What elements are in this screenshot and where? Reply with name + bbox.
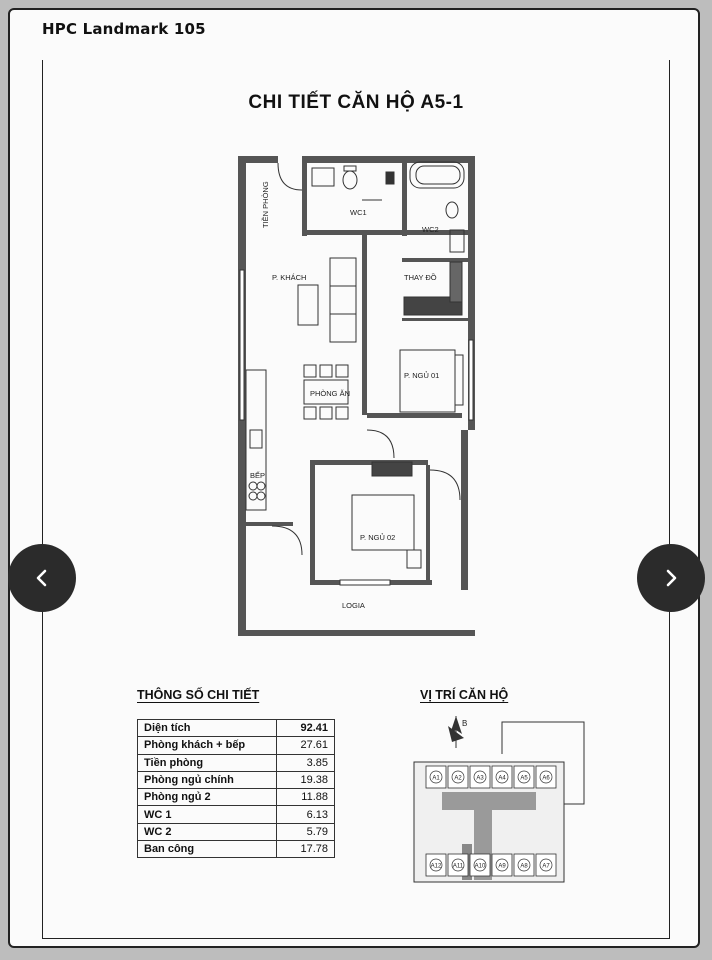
specs-row-label: Ban công (138, 841, 277, 858)
chevron-left-icon (32, 568, 52, 588)
label-loggia: LOGIA (342, 601, 365, 610)
unit-label: A6 (542, 775, 550, 782)
unit-label: A1 (432, 775, 440, 782)
specs-row (138, 841, 335, 858)
specs-row-label: WC 2 (138, 823, 277, 840)
label-living: P. KHÁCH (272, 273, 307, 282)
unit-label: A11 (452, 863, 464, 870)
specs-row-label: Tiền phòng (138, 754, 277, 771)
label-bed1: P. NGỦ 01 (404, 371, 440, 380)
specs-row-label: Phòng ngủ chính (138, 771, 277, 788)
specs-row (138, 754, 335, 771)
unit-label: A3 (476, 775, 484, 782)
label-bed2: P. NGỦ 02 (360, 533, 396, 542)
plan-room-labels (250, 181, 439, 610)
label-wc2: WC2 (422, 225, 439, 234)
brand-name: HPC Landmark 105 (42, 20, 206, 38)
label-kitchen: BẾP (250, 471, 266, 480)
plan-fixtures (246, 162, 464, 568)
specs-row-value: 27.61 (277, 737, 335, 754)
specs-row (138, 737, 335, 754)
specs-row (138, 771, 335, 788)
specs-row-label: Diện tích (138, 720, 277, 737)
specs-row-label: Phòng khách + bếp (138, 737, 277, 754)
unit-label: A9 (498, 863, 506, 870)
unit-label: A8 (520, 863, 528, 870)
specs-row-label: Phòng ngủ 2 (138, 789, 277, 806)
specs-table (137, 719, 335, 858)
specs-row-value: 6.13 (277, 806, 335, 823)
specs-row-label: WC 1 (138, 806, 277, 823)
label-wc1: WC1 (350, 208, 367, 217)
unit-label: A12 (430, 863, 442, 870)
label-dressing: THAY ĐỒ (404, 273, 437, 282)
unit-label: A2 (454, 775, 462, 782)
previous-image-button[interactable] (8, 544, 76, 612)
unit-label: A10 (474, 863, 486, 870)
unit-label: A5 (520, 775, 528, 782)
location-title: VỊ TRÍ CĂN HỘ (420, 688, 509, 702)
specs-row-value: 5.79 (277, 823, 335, 840)
building-key-plan (412, 714, 592, 884)
plan-walls (238, 156, 475, 636)
apartment-floor-plan (232, 150, 482, 640)
north-arrow-icon (448, 716, 467, 748)
specs-row-value: 92.41 (277, 720, 335, 737)
label-dining: PHÒNG ĂN (310, 389, 351, 398)
chevron-right-icon (661, 568, 681, 588)
specs-row-value: 19.38 (277, 771, 335, 788)
specs-row-value: 3.85 (277, 754, 335, 771)
page-title: CHI TIẾT CĂN HỘ A5-1 (248, 92, 464, 113)
specs-row (138, 789, 335, 806)
specs-row (138, 823, 335, 840)
specs-title: THÔNG SỐ CHI TIẾT (137, 688, 260, 702)
north-label: B (462, 719, 468, 728)
label-entry: TIỀN PHÒNG (261, 181, 270, 228)
specs-row-value: 11.88 (277, 789, 335, 806)
next-image-button[interactable] (637, 544, 705, 612)
unit-label: A4 (498, 775, 506, 782)
specs-row (138, 720, 335, 737)
specs-row (138, 806, 335, 823)
specs-row-value: 17.78 (277, 841, 335, 858)
unit-label: A7 (542, 863, 550, 870)
